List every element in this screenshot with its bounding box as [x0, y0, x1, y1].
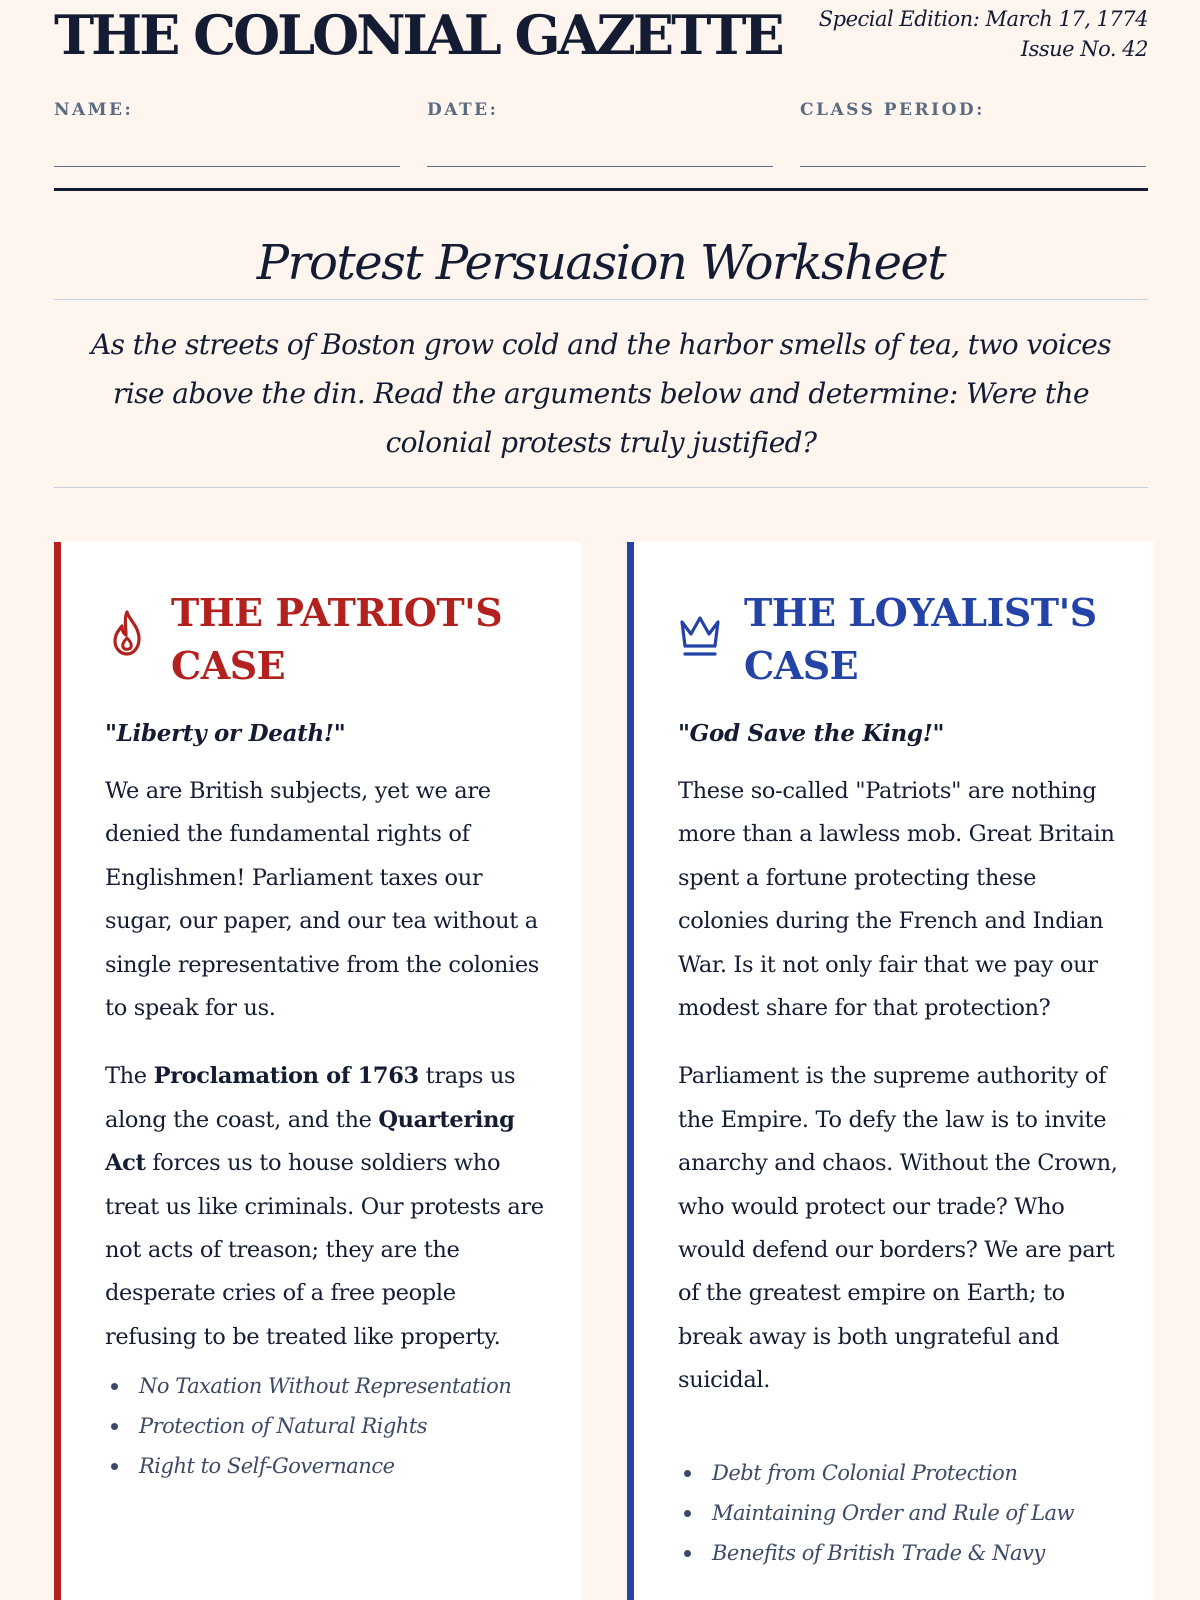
class-period-label: CLASS PERIOD: — [800, 100, 985, 120]
loyalist-key-points — [678, 1453, 1118, 1573]
name-field[interactable] — [54, 98, 400, 168]
date-blank-line[interactable] — [427, 166, 773, 167]
date-label: DATE: — [427, 100, 499, 120]
proclamation-1763-term: Proclamation of 1763 — [153, 1063, 419, 1090]
name-blank-line[interactable] — [54, 166, 400, 167]
newspaper-title: THE COLONIAL GAZETTE — [54, 3, 782, 67]
crown-icon — [678, 608, 722, 660]
loyalist-argument — [678, 770, 1118, 1428]
issue-number: Issue No. 42 — [1020, 37, 1148, 61]
edition-date: Special Edition: March 17, 1774 — [818, 7, 1148, 31]
patriot-key-points — [105, 1366, 545, 1486]
patriot-paragraph-1: We are British subjects, yet we are denied the fundamental rights of Englishmen! Parliament taxes our sugar, our paper, and our tea without a single representative from the colonies to speak for us. — [105, 778, 539, 1022]
patriot-case-card — [54, 542, 581, 1600]
list-item: Protection of Natural Rights — [105, 1406, 545, 1446]
patriot-card-header — [105, 586, 545, 696]
quartering-act-term: Quartering Act — [105, 1106, 515, 1177]
patriot-slogan: "Liberty or Death!" — [105, 720, 346, 747]
class-period-field[interactable] — [800, 98, 1146, 168]
loyalist-paragraph-2: Parliament is the supreme authority of the Empire. To defy the law is to invite anarchy and chaos. Without the Crown, who would protect our trade? Who would defend our borders? We are part of the greatest empire on Earth; to break away is both ungrateful and suicidal. — [678, 1063, 1118, 1394]
edition-info — [819, 4, 1148, 64]
list-item: Debt from Colonial Protection — [678, 1453, 1118, 1493]
date-field[interactable] — [427, 98, 773, 168]
worksheet-page — [54, 0, 1148, 1600]
flame-icon — [105, 608, 149, 660]
list-item: Maintaining Order and Rule of Law — [678, 1493, 1118, 1533]
header-divider — [54, 188, 1148, 191]
list-item: Right to Self-Governance — [105, 1446, 545, 1486]
patriot-case-title: THE PATRIOT'S CASE — [171, 590, 503, 688]
title-divider — [54, 299, 1148, 300]
worksheet-intro: As the streets of Boston grow cold and the harbor smells of tea, two voices rise above the din. Read the arguments below and determine: Were the colonial protests truly justified? — [90, 328, 1112, 459]
loyalist-paragraph-1: These so-called "Patriots" are nothing more than a lawless mob. Great Britain spent a fortune protecting these colonies during the French and Indian War. Is it not only fair that we pay our modest share for that protection? — [678, 778, 1115, 1022]
list-item: No Taxation Without Representation — [105, 1366, 545, 1406]
loyalist-case-card — [627, 542, 1154, 1600]
patriot-argument — [105, 770, 545, 1384]
list-item: Benefits of British Trade & Navy — [678, 1533, 1118, 1573]
loyalist-slogan: "God Save the King!" — [678, 720, 945, 747]
name-label: NAME: — [54, 100, 134, 120]
intro-divider — [54, 487, 1148, 488]
class-period-blank-line[interactable] — [800, 166, 1146, 167]
loyalist-case-title: THE LOYALIST'S CASE — [744, 590, 1097, 688]
loyalist-card-header — [678, 586, 1118, 696]
worksheet-title: Protest Persuasion Worksheet — [256, 235, 946, 291]
student-info-fields — [54, 98, 1148, 168]
patriot-paragraph-2: The Proclamation of 1763 traps us along the coast, and the Quartering Act forces us to house soldiers who treat us like criminals. Our protests are not acts of treason; they are the desperate cries of a free people refusing to be treated like property. — [105, 1063, 544, 1350]
masthead — [54, 0, 1148, 80]
